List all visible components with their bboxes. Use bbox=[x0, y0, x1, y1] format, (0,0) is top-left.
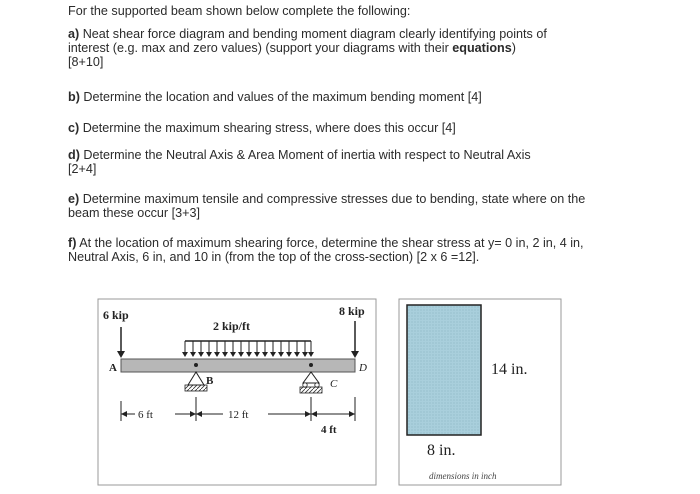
roller-right bbox=[315, 383, 319, 387]
question-f-text: At the location of maximum shearing force, determine the shear stress at y= 0 in, 2 in, 4 in, Neutral Axis, 6 in, and 10 in (from the top of the cross-section) [2 x 6 =12]. bbox=[68, 236, 584, 264]
cross-section bbox=[407, 305, 481, 435]
question-a bbox=[68, 27, 588, 69]
roller-left bbox=[303, 383, 307, 387]
beam bbox=[121, 359, 355, 372]
question-d bbox=[68, 148, 588, 176]
dim-1-label: 6 ft bbox=[138, 409, 153, 421]
question-c-text: Determine the maximum shearing stress, where does this occur [4] bbox=[82, 121, 456, 135]
support-c-pin bbox=[309, 363, 313, 367]
point-d-label: D bbox=[359, 362, 367, 374]
question-e-text: Determine maximum tensile and compressive stresses due to bending, state where on the beam these occur [3+3] bbox=[68, 192, 586, 220]
point-c-label: C bbox=[330, 378, 338, 390]
question-e-label: e) bbox=[68, 192, 80, 206]
question-a-text: Neat shear force diagram and bending moment diagram clearly identifying points of interest (e.g. max and zero values) (support your diagrams with their bbox=[68, 27, 547, 55]
point-b-label: B bbox=[206, 375, 214, 387]
question-e bbox=[68, 192, 588, 220]
question-a-close: ) bbox=[511, 41, 516, 55]
left-load-label: 6 kip bbox=[103, 308, 129, 322]
question-c bbox=[68, 121, 588, 135]
distributed-load-label: 2 kip/ft bbox=[213, 319, 251, 333]
support-c-ground bbox=[300, 387, 322, 393]
question-a-marks: [8+10] bbox=[68, 55, 104, 69]
question-d-label: d) bbox=[68, 148, 80, 162]
dim-3-label: 4 ft bbox=[321, 424, 337, 436]
question-f bbox=[68, 236, 588, 264]
question-b bbox=[68, 90, 588, 104]
beam-figure bbox=[93, 297, 563, 489]
question-d-text: Determine the Neutral Axis & Area Moment of inertia with respect to Neutral Axis bbox=[83, 148, 531, 162]
question-b-label: b) bbox=[68, 90, 80, 104]
question-f-label: f) bbox=[68, 236, 77, 250]
question-a-bold: equations bbox=[452, 41, 512, 55]
height-label: 14 in. bbox=[491, 361, 528, 378]
right-load-label: 8 kip bbox=[339, 304, 365, 318]
support-b-pin bbox=[194, 363, 198, 367]
support-b-ground bbox=[185, 385, 207, 391]
width-label: 8 in. bbox=[427, 442, 456, 459]
dim-2-label: 12 ft bbox=[228, 409, 249, 421]
beam-figure-svg bbox=[93, 297, 563, 489]
point-a-label: A bbox=[109, 362, 117, 374]
question-b-text: Determine the location and values of the maximum bending moment [4] bbox=[83, 90, 482, 104]
question-a-label: a) bbox=[68, 27, 80, 41]
question-d-marks: [2+4] bbox=[68, 162, 97, 176]
units-note: dimensions in inch bbox=[429, 471, 497, 481]
question-c-label: c) bbox=[68, 121, 80, 135]
intro-text: For the supported beam shown below complete the following: bbox=[68, 4, 411, 18]
